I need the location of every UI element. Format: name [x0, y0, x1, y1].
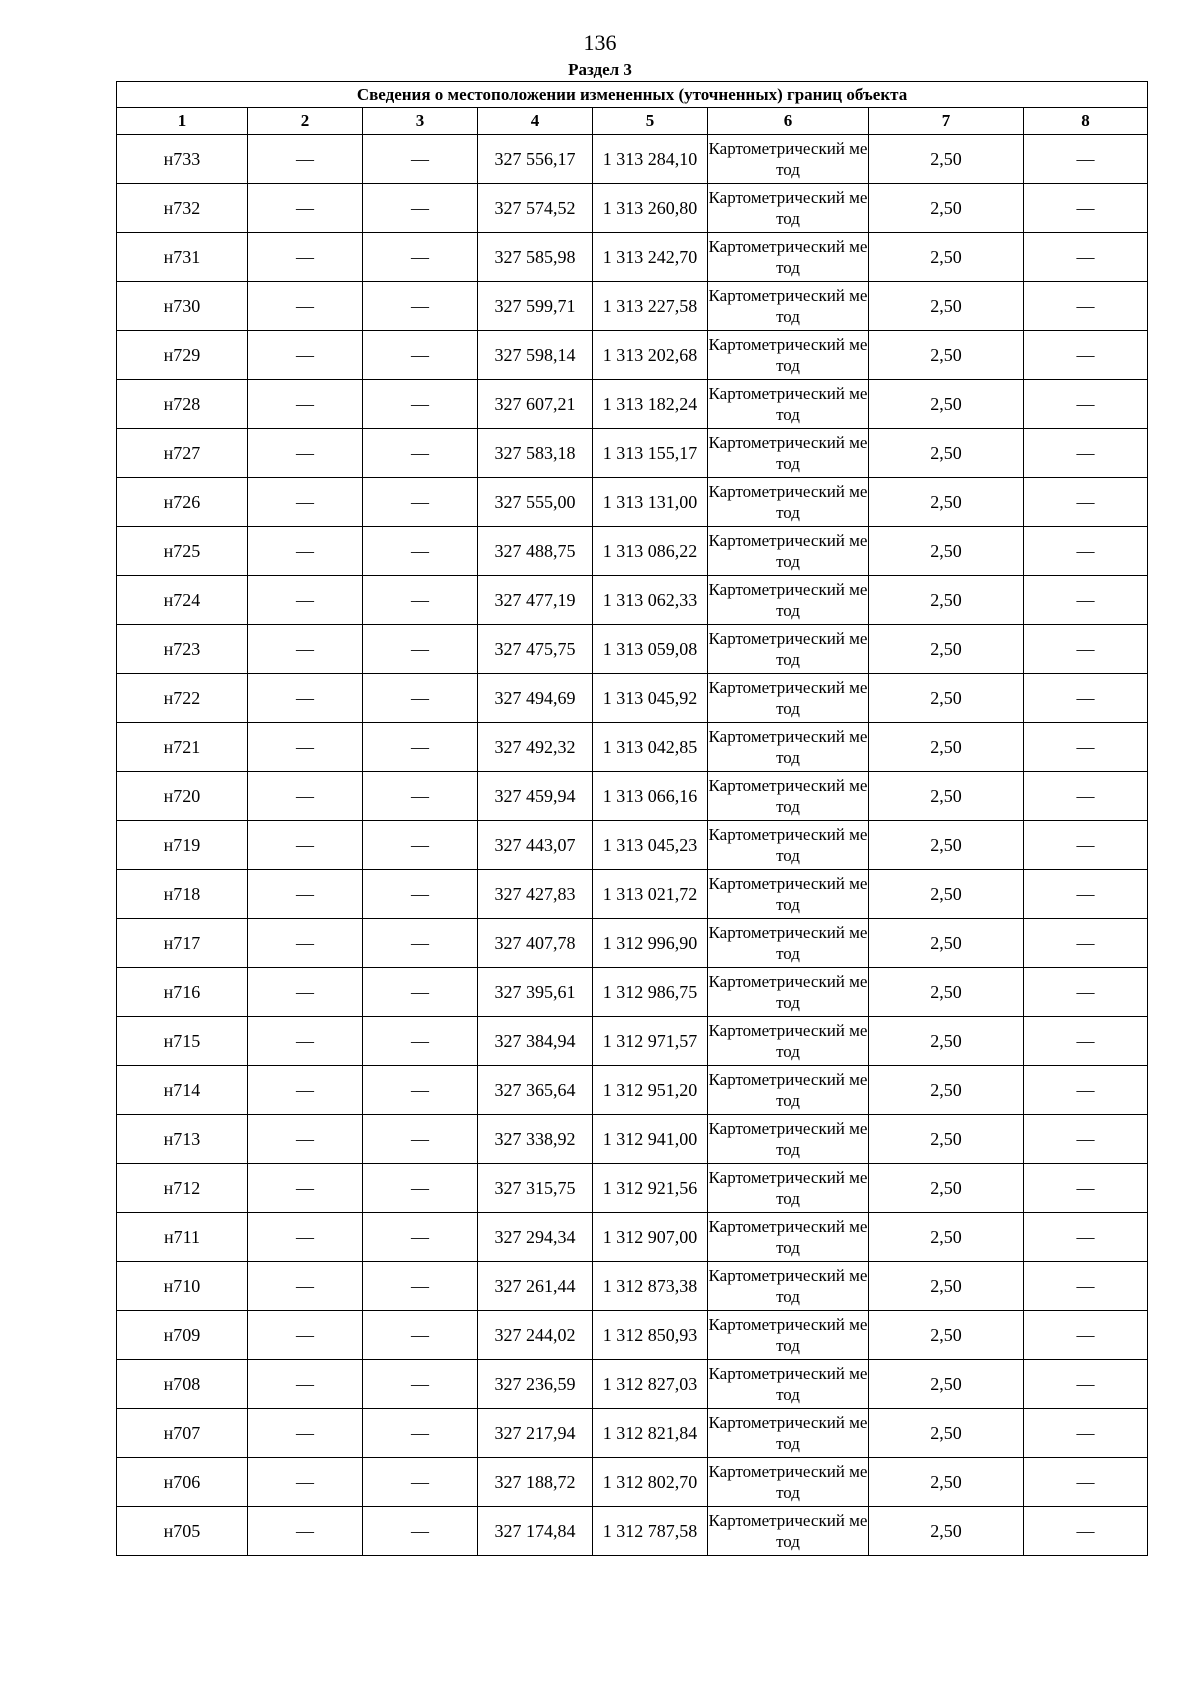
x-coordinate-cell: 327 477,19 [478, 576, 593, 625]
accuracy-cell: 2,50 [869, 1507, 1024, 1556]
col3-cell: — [363, 282, 478, 331]
col2-cell: — [248, 527, 363, 576]
col8-cell: — [1024, 1066, 1148, 1115]
col3-cell: — [363, 1311, 478, 1360]
method-cell: Картометрический метод [708, 1507, 869, 1556]
table-row [117, 1115, 1148, 1164]
point-id-cell: н708 [117, 1360, 248, 1409]
point-id-cell: н720 [117, 772, 248, 821]
method-cell: Картометрический метод [708, 1458, 869, 1507]
x-coordinate-cell: 327 407,78 [478, 919, 593, 968]
column-header: 2 [248, 108, 363, 135]
table-row [117, 331, 1148, 380]
y-coordinate-cell: 1 312 907,00 [593, 1213, 708, 1262]
point-id-cell: н733 [117, 135, 248, 184]
point-id-cell: н706 [117, 1458, 248, 1507]
col3-cell: — [363, 821, 478, 870]
col2-cell: — [248, 1017, 363, 1066]
method-cell: Картометрический метод [708, 1360, 869, 1409]
col2-cell: — [248, 380, 363, 429]
table-row [117, 1458, 1148, 1507]
col8-cell: — [1024, 1115, 1148, 1164]
col2-cell: — [248, 1311, 363, 1360]
y-coordinate-cell: 1 313 045,23 [593, 821, 708, 870]
table-row [117, 429, 1148, 478]
y-coordinate-cell: 1 312 827,03 [593, 1360, 708, 1409]
col2-cell: — [248, 1164, 363, 1213]
table-header-row [117, 108, 1148, 135]
method-cell: Картометрический метод [708, 1311, 869, 1360]
point-id-cell: н716 [117, 968, 248, 1017]
col3-cell: — [363, 1360, 478, 1409]
y-coordinate-cell: 1 313 066,16 [593, 772, 708, 821]
x-coordinate-cell: 327 607,21 [478, 380, 593, 429]
y-coordinate-cell: 1 313 155,17 [593, 429, 708, 478]
accuracy-cell: 2,50 [869, 233, 1024, 282]
col8-cell: — [1024, 576, 1148, 625]
accuracy-cell: 2,50 [869, 135, 1024, 184]
col8-cell: — [1024, 674, 1148, 723]
col8-cell: — [1024, 380, 1148, 429]
method-cell: Картометрический метод [708, 1164, 869, 1213]
table-row [117, 821, 1148, 870]
table-row [117, 1311, 1148, 1360]
table-row [117, 1360, 1148, 1409]
col2-cell: — [248, 625, 363, 674]
x-coordinate-cell: 327 488,75 [478, 527, 593, 576]
accuracy-cell: 2,50 [869, 919, 1024, 968]
accuracy-cell: 2,50 [869, 282, 1024, 331]
x-coordinate-cell: 327 236,59 [478, 1360, 593, 1409]
column-header: 7 [869, 108, 1024, 135]
col3-cell: — [363, 625, 478, 674]
point-id-cell: н730 [117, 282, 248, 331]
col8-cell: — [1024, 331, 1148, 380]
col8-cell: — [1024, 233, 1148, 282]
table-row [117, 380, 1148, 429]
col2-cell: — [248, 1115, 363, 1164]
method-cell: Картометрический метод [708, 968, 869, 1017]
x-coordinate-cell: 327 217,94 [478, 1409, 593, 1458]
accuracy-cell: 2,50 [869, 1409, 1024, 1458]
col8-cell: — [1024, 429, 1148, 478]
col2-cell: — [248, 282, 363, 331]
col2-cell: — [248, 674, 363, 723]
point-id-cell: н705 [117, 1507, 248, 1556]
column-header: 5 [593, 108, 708, 135]
method-cell: Картометрический метод [708, 478, 869, 527]
point-id-cell: н732 [117, 184, 248, 233]
col3-cell: — [363, 184, 478, 233]
accuracy-cell: 2,50 [869, 429, 1024, 478]
col8-cell: — [1024, 1262, 1148, 1311]
accuracy-cell: 2,50 [869, 625, 1024, 674]
point-id-cell: н718 [117, 870, 248, 919]
method-cell: Картометрический метод [708, 1017, 869, 1066]
accuracy-cell: 2,50 [869, 1115, 1024, 1164]
method-cell: Картометрический метод [708, 429, 869, 478]
y-coordinate-cell: 1 312 921,56 [593, 1164, 708, 1213]
accuracy-cell: 2,50 [869, 1360, 1024, 1409]
y-coordinate-cell: 1 312 850,93 [593, 1311, 708, 1360]
table-caption-row [117, 82, 1148, 108]
x-coordinate-cell: 327 459,94 [478, 772, 593, 821]
y-coordinate-cell: 1 313 260,80 [593, 184, 708, 233]
accuracy-cell: 2,50 [869, 380, 1024, 429]
x-coordinate-cell: 327 384,94 [478, 1017, 593, 1066]
x-coordinate-cell: 327 599,71 [478, 282, 593, 331]
table-row [117, 282, 1148, 331]
x-coordinate-cell: 327 294,34 [478, 1213, 593, 1262]
column-header: 4 [478, 108, 593, 135]
column-header: 3 [363, 108, 478, 135]
col3-cell: — [363, 380, 478, 429]
x-coordinate-cell: 327 583,18 [478, 429, 593, 478]
col2-cell: — [248, 331, 363, 380]
y-coordinate-cell: 1 313 086,22 [593, 527, 708, 576]
y-coordinate-cell: 1 313 284,10 [593, 135, 708, 184]
table-row [117, 1017, 1148, 1066]
y-coordinate-cell: 1 312 971,57 [593, 1017, 708, 1066]
col3-cell: — [363, 674, 478, 723]
col2-cell: — [248, 233, 363, 282]
table-row [117, 919, 1148, 968]
col8-cell: — [1024, 870, 1148, 919]
table-row [117, 1262, 1148, 1311]
col3-cell: — [363, 429, 478, 478]
col8-cell: — [1024, 1409, 1148, 1458]
method-cell: Картометрический метод [708, 576, 869, 625]
point-id-cell: н709 [117, 1311, 248, 1360]
method-cell: Картометрический метод [708, 723, 869, 772]
x-coordinate-cell: 327 555,00 [478, 478, 593, 527]
method-cell: Картометрический метод [708, 1409, 869, 1458]
method-cell: Картометрический метод [708, 527, 869, 576]
col3-cell: — [363, 576, 478, 625]
y-coordinate-cell: 1 313 045,92 [593, 674, 708, 723]
col8-cell: — [1024, 723, 1148, 772]
y-coordinate-cell: 1 312 787,58 [593, 1507, 708, 1556]
method-cell: Картометрический метод [708, 674, 869, 723]
accuracy-cell: 2,50 [869, 1311, 1024, 1360]
table-row [117, 478, 1148, 527]
col8-cell: — [1024, 1017, 1148, 1066]
point-id-cell: н729 [117, 331, 248, 380]
col2-cell: — [248, 1066, 363, 1115]
table-row [117, 1066, 1148, 1115]
accuracy-cell: 2,50 [869, 1458, 1024, 1507]
y-coordinate-cell: 1 313 202,68 [593, 331, 708, 380]
col2-cell: — [248, 1262, 363, 1311]
table-row [117, 968, 1148, 1017]
col2-cell: — [248, 1409, 363, 1458]
col8-cell: — [1024, 135, 1148, 184]
col3-cell: — [363, 723, 478, 772]
accuracy-cell: 2,50 [869, 772, 1024, 821]
col2-cell: — [248, 135, 363, 184]
col8-cell: — [1024, 1164, 1148, 1213]
table-row [117, 772, 1148, 821]
accuracy-cell: 2,50 [869, 1164, 1024, 1213]
col2-cell: — [248, 1507, 363, 1556]
col2-cell: — [248, 772, 363, 821]
table-row [117, 184, 1148, 233]
col2-cell: — [248, 576, 363, 625]
boundary-coordinates-table [116, 81, 1148, 1556]
method-cell: Картометрический метод [708, 184, 869, 233]
accuracy-cell: 2,50 [869, 968, 1024, 1017]
x-coordinate-cell: 327 494,69 [478, 674, 593, 723]
table-caption: Сведения о местоположении измененных (уточненных) границ объекта [117, 82, 1148, 108]
accuracy-cell: 2,50 [869, 1017, 1024, 1066]
x-coordinate-cell: 327 174,84 [478, 1507, 593, 1556]
col3-cell: — [363, 1213, 478, 1262]
x-coordinate-cell: 327 188,72 [478, 1458, 593, 1507]
col3-cell: — [363, 1066, 478, 1115]
point-id-cell: н731 [117, 233, 248, 282]
x-coordinate-cell: 327 556,17 [478, 135, 593, 184]
col8-cell: — [1024, 1507, 1148, 1556]
col3-cell: — [363, 527, 478, 576]
point-id-cell: н712 [117, 1164, 248, 1213]
point-id-cell: н725 [117, 527, 248, 576]
col2-cell: — [248, 1213, 363, 1262]
col3-cell: — [363, 1262, 478, 1311]
section-title: Раздел 3 [568, 60, 632, 79]
y-coordinate-cell: 1 313 227,58 [593, 282, 708, 331]
point-id-cell: н728 [117, 380, 248, 429]
x-coordinate-cell: 327 574,52 [478, 184, 593, 233]
point-id-cell: н724 [117, 576, 248, 625]
method-cell: Картометрический метод [708, 772, 869, 821]
x-coordinate-cell: 327 338,92 [478, 1115, 593, 1164]
y-coordinate-cell: 1 312 996,90 [593, 919, 708, 968]
point-id-cell: н727 [117, 429, 248, 478]
method-cell: Картометрический метод [708, 282, 869, 331]
col3-cell: — [363, 1507, 478, 1556]
x-coordinate-cell: 327 598,14 [478, 331, 593, 380]
col8-cell: — [1024, 968, 1148, 1017]
table-body [117, 135, 1148, 1556]
accuracy-cell: 2,50 [869, 527, 1024, 576]
table-row [117, 233, 1148, 282]
point-id-cell: н715 [117, 1017, 248, 1066]
column-header: 6 [708, 108, 869, 135]
y-coordinate-cell: 1 312 802,70 [593, 1458, 708, 1507]
y-coordinate-cell: 1 313 182,24 [593, 380, 708, 429]
point-id-cell: н713 [117, 1115, 248, 1164]
point-id-cell: н717 [117, 919, 248, 968]
col2-cell: — [248, 968, 363, 1017]
table-row [117, 576, 1148, 625]
accuracy-cell: 2,50 [869, 1262, 1024, 1311]
col3-cell: — [363, 478, 478, 527]
y-coordinate-cell: 1 313 042,85 [593, 723, 708, 772]
col2-cell: — [248, 723, 363, 772]
col8-cell: — [1024, 772, 1148, 821]
point-id-cell: н721 [117, 723, 248, 772]
col3-cell: — [363, 135, 478, 184]
method-cell: Картометрический метод [708, 1213, 869, 1262]
col3-cell: — [363, 870, 478, 919]
col2-cell: — [248, 429, 363, 478]
table-row [117, 527, 1148, 576]
column-header: 1 [117, 108, 248, 135]
col3-cell: — [363, 233, 478, 282]
table-row [117, 870, 1148, 919]
x-coordinate-cell: 327 585,98 [478, 233, 593, 282]
col8-cell: — [1024, 821, 1148, 870]
col8-cell: — [1024, 1458, 1148, 1507]
table-row [117, 1409, 1148, 1458]
col8-cell: — [1024, 527, 1148, 576]
col2-cell: — [248, 1458, 363, 1507]
accuracy-cell: 2,50 [869, 821, 1024, 870]
col2-cell: — [248, 184, 363, 233]
method-cell: Картометрический метод [708, 919, 869, 968]
accuracy-cell: 2,50 [869, 723, 1024, 772]
x-coordinate-cell: 327 261,44 [478, 1262, 593, 1311]
point-id-cell: н711 [117, 1213, 248, 1262]
point-id-cell: н707 [117, 1409, 248, 1458]
table-row [117, 625, 1148, 674]
method-cell: Картометрический метод [708, 1262, 869, 1311]
col2-cell: — [248, 821, 363, 870]
point-id-cell: н726 [117, 478, 248, 527]
point-id-cell: н722 [117, 674, 248, 723]
x-coordinate-cell: 327 492,32 [478, 723, 593, 772]
x-coordinate-cell: 327 244,02 [478, 1311, 593, 1360]
y-coordinate-cell: 1 312 821,84 [593, 1409, 708, 1458]
table-row [117, 674, 1148, 723]
method-cell: Картометрический метод [708, 625, 869, 674]
col8-cell: — [1024, 919, 1148, 968]
col3-cell: — [363, 1164, 478, 1213]
page-number: 136 [583, 30, 617, 55]
point-id-cell: н710 [117, 1262, 248, 1311]
y-coordinate-cell: 1 312 986,75 [593, 968, 708, 1017]
col3-cell: — [363, 772, 478, 821]
accuracy-cell: 2,50 [869, 576, 1024, 625]
y-coordinate-cell: 1 313 242,70 [593, 233, 708, 282]
accuracy-cell: 2,50 [869, 674, 1024, 723]
method-cell: Картометрический метод [708, 1066, 869, 1115]
table-row [117, 1164, 1148, 1213]
col3-cell: — [363, 1115, 478, 1164]
accuracy-cell: 2,50 [869, 331, 1024, 380]
col3-cell: — [363, 968, 478, 1017]
col3-cell: — [363, 331, 478, 380]
col2-cell: — [248, 919, 363, 968]
accuracy-cell: 2,50 [869, 478, 1024, 527]
method-cell: Картометрический метод [708, 331, 869, 380]
y-coordinate-cell: 1 312 941,00 [593, 1115, 708, 1164]
col8-cell: — [1024, 478, 1148, 527]
method-cell: Картометрический метод [708, 233, 869, 282]
method-cell: Картометрический метод [708, 870, 869, 919]
col2-cell: — [248, 870, 363, 919]
x-coordinate-cell: 327 475,75 [478, 625, 593, 674]
point-id-cell: н723 [117, 625, 248, 674]
point-id-cell: н719 [117, 821, 248, 870]
col3-cell: — [363, 919, 478, 968]
point-id-cell: н714 [117, 1066, 248, 1115]
method-cell: Картометрический метод [708, 821, 869, 870]
y-coordinate-cell: 1 313 062,33 [593, 576, 708, 625]
col8-cell: — [1024, 1213, 1148, 1262]
col8-cell: — [1024, 1311, 1148, 1360]
y-coordinate-cell: 1 313 021,72 [593, 870, 708, 919]
method-cell: Картометрический метод [708, 1115, 869, 1164]
col3-cell: — [363, 1458, 478, 1507]
col2-cell: — [248, 478, 363, 527]
table-row [117, 1213, 1148, 1262]
x-coordinate-cell: 327 395,61 [478, 968, 593, 1017]
method-cell: Картометрический метод [708, 135, 869, 184]
table-row [117, 723, 1148, 772]
y-coordinate-cell: 1 312 951,20 [593, 1066, 708, 1115]
col8-cell: — [1024, 625, 1148, 674]
table-row [117, 135, 1148, 184]
col8-cell: — [1024, 282, 1148, 331]
x-coordinate-cell: 327 365,64 [478, 1066, 593, 1115]
col3-cell: — [363, 1017, 478, 1066]
column-header: 8 [1024, 108, 1148, 135]
table-row [117, 1507, 1148, 1556]
accuracy-cell: 2,50 [869, 870, 1024, 919]
col8-cell: — [1024, 184, 1148, 233]
col8-cell: — [1024, 1360, 1148, 1409]
accuracy-cell: 2,50 [869, 1066, 1024, 1115]
method-cell: Картометрический метод [708, 380, 869, 429]
y-coordinate-cell: 1 313 059,08 [593, 625, 708, 674]
col3-cell: — [363, 1409, 478, 1458]
col2-cell: — [248, 1360, 363, 1409]
accuracy-cell: 2,50 [869, 1213, 1024, 1262]
x-coordinate-cell: 327 443,07 [478, 821, 593, 870]
x-coordinate-cell: 327 315,75 [478, 1164, 593, 1213]
y-coordinate-cell: 1 313 131,00 [593, 478, 708, 527]
accuracy-cell: 2,50 [869, 184, 1024, 233]
x-coordinate-cell: 327 427,83 [478, 870, 593, 919]
y-coordinate-cell: 1 312 873,38 [593, 1262, 708, 1311]
